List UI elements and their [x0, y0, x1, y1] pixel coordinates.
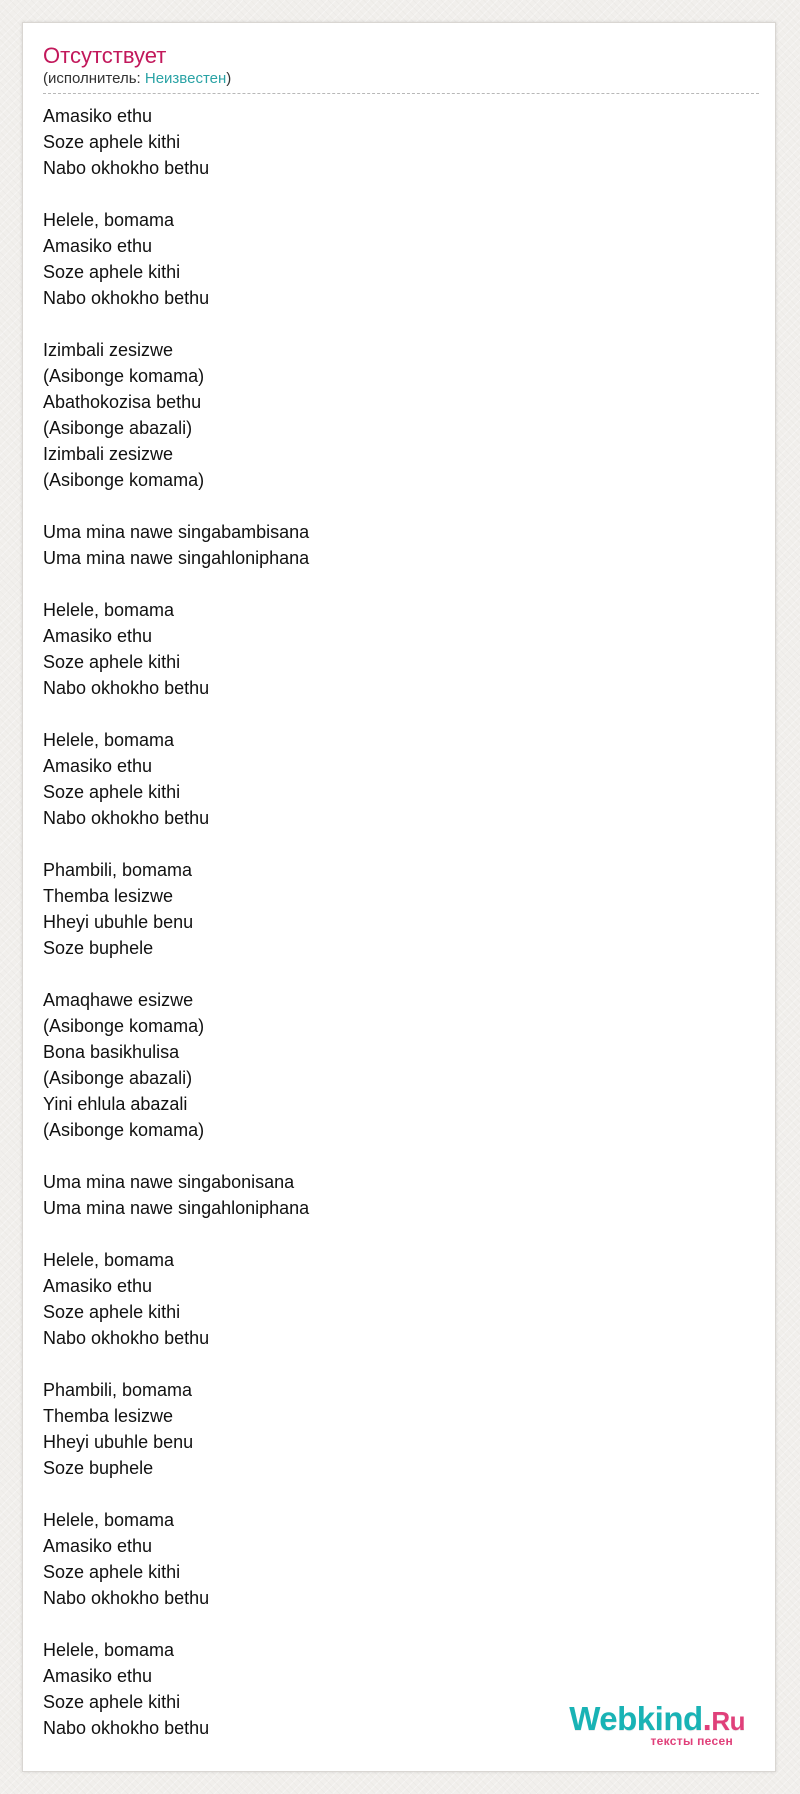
lyrics-stanza: [43, 857, 759, 961]
lyric-line: Soze buphele: [43, 938, 154, 958]
lyric-line: Uma mina nawe singabambisana: [43, 522, 310, 542]
lyric-line: (Asibonge komama): [43, 470, 205, 490]
lyric-line: Uma mina nawe singabonisana: [43, 1172, 295, 1192]
lyric-line: (Asibonge komama): [43, 1120, 205, 1140]
lyric-line: Phambili, bomama: [43, 860, 193, 880]
lyric-line: Themba lesizwe: [43, 886, 174, 906]
artist-prefix: (исполнитель:: [43, 70, 145, 87]
lyric-line: Amasiko ethu: [43, 106, 153, 126]
artist-line: [43, 70, 759, 88]
lyrics-stanza: [43, 103, 759, 181]
lyric-line: Soze aphele kithi: [43, 1562, 181, 1582]
song-header: [43, 43, 759, 88]
lyric-line: Nabo okhokho bethu: [43, 1588, 210, 1608]
lyric-line: Amasiko ethu: [43, 1276, 153, 1296]
lyric-line: (Asibonge komama): [43, 1016, 205, 1036]
lyric-line: Soze aphele kithi: [43, 652, 181, 672]
lyric-line: Amasiko ethu: [43, 756, 153, 776]
lyrics-stanza: [43, 727, 759, 831]
lyric-line: Helele, bomama: [43, 1510, 175, 1530]
artist-link[interactable]: Неизвестен: [144, 70, 227, 87]
lyric-line: Amaqhawe esizwe: [43, 990, 194, 1010]
lyric-line: Helele, bomama: [43, 210, 175, 230]
lyric-line: Nabo okhokho bethu: [43, 1328, 210, 1348]
lyric-line: Soze aphele kithi: [43, 132, 181, 152]
lyrics-card: [22, 22, 776, 1772]
lyric-line: Abathokozisa bethu: [43, 392, 202, 412]
lyric-line: Phambili, bomama: [43, 1380, 193, 1400]
webkind-logo[interactable]: [569, 1702, 745, 1747]
logo-tagline: тексты песен: [650, 1734, 733, 1748]
lyric-line: (Asibonge komama): [43, 366, 205, 386]
lyric-line: Nabo okhokho bethu: [43, 1718, 210, 1738]
lyric-line: Nabo okhokho bethu: [43, 288, 210, 308]
lyric-line: Nabo okhokho bethu: [43, 158, 210, 178]
lyrics-stanza: [43, 337, 759, 493]
logo-tld: Ru: [711, 1706, 745, 1736]
lyric-line: (Asibonge abazali): [43, 418, 193, 438]
lyrics-stanza: [43, 987, 759, 1143]
lyric-line: Uma mina nawe singahloniphana: [43, 548, 310, 568]
lyric-line: Uma mina nawe singahloniphana: [43, 1198, 310, 1218]
lyric-line: Nabo okhokho bethu: [43, 808, 210, 828]
lyrics-body: [43, 103, 759, 1767]
lyrics-stanza: [43, 207, 759, 311]
lyric-line: (Asibonge abazali): [43, 1068, 193, 1088]
lyric-line: Soze aphele kithi: [43, 262, 181, 282]
lyric-line: Yini ehlula abazali: [43, 1094, 188, 1114]
lyric-line: Helele, bomama: [43, 1640, 175, 1660]
lyric-line: Amasiko ethu: [43, 1666, 153, 1686]
lyrics-stanza: [43, 519, 759, 571]
lyric-line: Amasiko ethu: [43, 1536, 153, 1556]
lyric-line: Izimbali zesizwe: [43, 444, 174, 464]
logo-wordmark: [569, 1702, 745, 1738]
lyric-line: Amasiko ethu: [43, 236, 153, 256]
lyric-line: Themba lesizwe: [43, 1406, 174, 1426]
logo-dot: .: [702, 1700, 712, 1737]
lyric-line: Soze aphele kithi: [43, 782, 181, 802]
lyric-line: Izimbali zesizwe: [43, 340, 174, 360]
lyrics-stanza: [43, 1507, 759, 1611]
lyric-line: Helele, bomama: [43, 600, 175, 620]
lyric-line: Soze aphele kithi: [43, 1302, 181, 1322]
lyrics-stanza: [43, 1247, 759, 1351]
lyric-line: Hheyi ubuhle benu: [43, 1432, 194, 1452]
lyric-line: Helele, bomama: [43, 1250, 175, 1270]
lyrics-stanza: [43, 597, 759, 701]
lyric-line: Bona basikhulisa: [43, 1042, 180, 1062]
song-title: Отсутствует: [43, 43, 167, 68]
lyric-line: Helele, bomama: [43, 730, 175, 750]
lyric-line: Nabo okhokho bethu: [43, 678, 210, 698]
lyric-line: Soze aphele kithi: [43, 1692, 181, 1712]
lyrics-stanza: [43, 1377, 759, 1481]
header-divider: [43, 93, 759, 94]
lyric-line: Hheyi ubuhle benu: [43, 912, 194, 932]
lyric-line: Soze buphele: [43, 1458, 154, 1478]
lyrics-stanza: [43, 1169, 759, 1221]
artist-suffix: ): [226, 70, 232, 87]
lyric-line: Amasiko ethu: [43, 626, 153, 646]
logo-main-text: Webkind: [569, 1700, 703, 1737]
